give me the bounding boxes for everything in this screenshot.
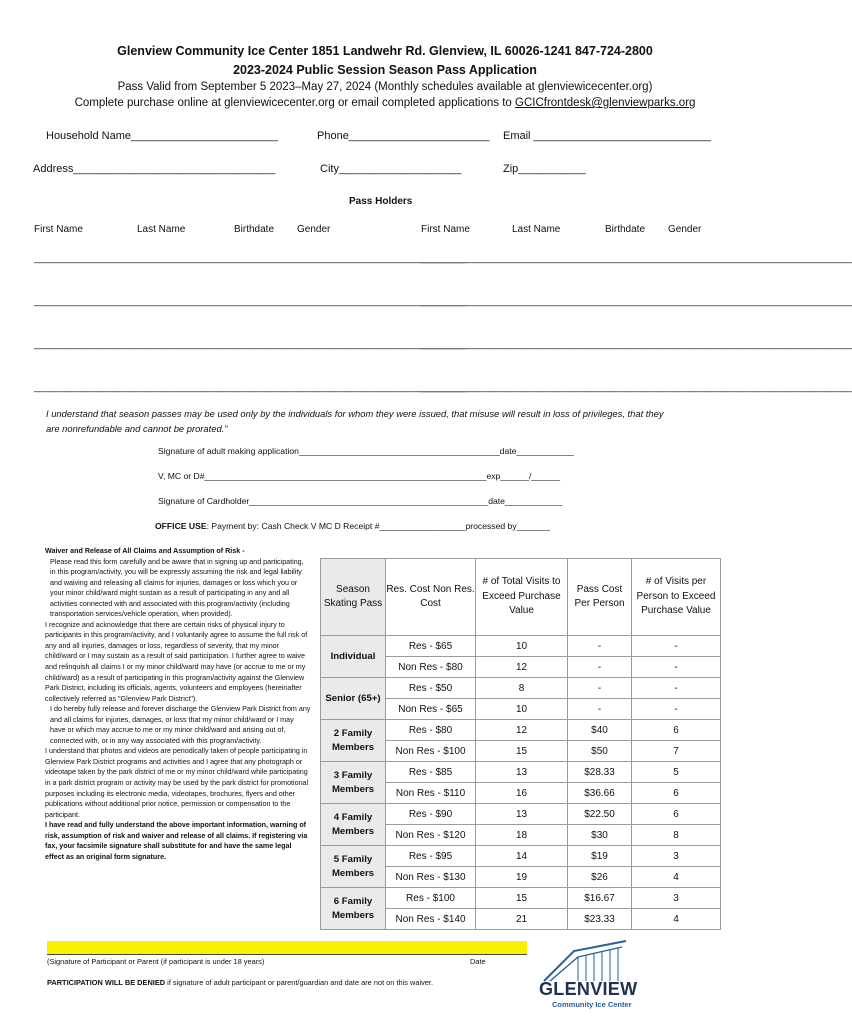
holder-line[interactable]: __________________________________________________________________________________ xyxy=(34,253,466,264)
per-person-cell: $16.67 xyxy=(568,888,632,909)
table-row xyxy=(321,888,721,909)
waiver-paragraph: I do hereby fully release and forever discharge the Glenview Park District from any and all claims for injuries, damages, or loss that my minor child/ward or I may have or which may accrue to me or my minor child/ward and arising out of, connected with, or in any way associated with this program/activity. xyxy=(50,705,311,745)
per-person-cell: $36.66 xyxy=(568,783,632,804)
per-visits-cell: - xyxy=(632,636,721,657)
logo-arch-icon xyxy=(530,935,640,985)
cost-cell: Non Res - $130 xyxy=(386,867,476,888)
visits-cell: 10 xyxy=(476,699,568,720)
table-header: Pass Cost Per Person xyxy=(568,559,632,636)
purchase-line xyxy=(0,97,770,109)
header-address: Glenview Community Ice Center 1851 Landwehr Rd. Glenview, IL 60026-1241 847-724-2800 xyxy=(117,44,653,58)
denied-bold: PARTICIPATION WILL BE DENIED xyxy=(47,978,166,987)
per-visits-cell: 6 xyxy=(632,804,721,825)
pass-type: 5 Family Members xyxy=(321,846,386,888)
pass-type: Senior (65+) xyxy=(321,678,386,720)
col-first-name: First Name xyxy=(34,224,83,235)
per-person-cell: $50 xyxy=(568,741,632,762)
email-field[interactable]: Email _____________________________ xyxy=(503,130,711,142)
table-row xyxy=(321,762,721,783)
cost-cell: Res - $90 xyxy=(386,804,476,825)
per-person-cell: $19 xyxy=(568,846,632,867)
price-table xyxy=(320,558,721,930)
table-row xyxy=(321,678,721,699)
table-row xyxy=(321,846,721,867)
pass-holders-title: Pass Holders xyxy=(349,196,413,207)
visits-cell: 15 xyxy=(476,888,568,909)
holder-line[interactable]: __________________________________________________________________________________ xyxy=(34,339,466,350)
card-number-line[interactable]: V, MC or D#___________________________________________________________exp______/______ xyxy=(158,471,561,481)
per-visits-cell: - xyxy=(632,657,721,678)
per-visits-cell: 6 xyxy=(632,720,721,741)
per-person-cell: $28.33 xyxy=(568,762,632,783)
visits-cell: 15 xyxy=(476,741,568,762)
per-visits-cell: - xyxy=(632,699,721,720)
per-person-cell: $26 xyxy=(568,867,632,888)
misuse-statement: I understand that season passes may be used only by the individuals for whom they were issued, that misuse will result in loss of privileges, that they are nonrefundable and cannot be prorated.” xyxy=(46,408,664,434)
per-person-cell: $23.33 xyxy=(568,909,632,930)
logo-subtitle: Community Ice Center xyxy=(552,1000,632,1009)
validity-line: Pass Valid from September 5 2023–May 27, 2024 (Monthly schedules available at glenviewicecenter.org) xyxy=(117,81,653,93)
phone-field[interactable]: Phone_______________________ xyxy=(317,130,490,142)
cost-cell: Non Res - $120 xyxy=(386,825,476,846)
per-visits-cell: 4 xyxy=(632,909,721,930)
page-title: 2023-2024 Public Session Season Pass Application xyxy=(233,63,537,77)
table-row xyxy=(321,720,721,741)
visits-cell: 10 xyxy=(476,636,568,657)
per-person-cell: - xyxy=(568,636,632,657)
waiver-paragraph: I recognize and acknowledge that there are certain risks of physical injury to participants in this program/activity, and I voluntarily agree to assume the full risk of any and all injuries, damages or loss, regardless of severity, that my minor child/ward or I may sustain as a result of said participation. I further agree to waive and relinquish all claims I or my minor child/ward may have (or accrue to me or my child/ward) as a result of participating in this program/activity against the Glenview Park District, including its officials, agents, volunteers and employees (hereinafter collectively referred as "Glenview Park District"). xyxy=(45,620,308,703)
pass-type: 6 Family Members xyxy=(321,888,386,930)
holder-line[interactable]: __________________________________________________________________________________ xyxy=(421,253,852,264)
city-field[interactable]: City____________________ xyxy=(320,163,462,175)
cost-cell: Res - $85 xyxy=(386,762,476,783)
per-visits-cell: 4 xyxy=(632,867,721,888)
participation-denied-notice xyxy=(47,978,433,987)
holder-line[interactable]: __________________________________________________________________________________ xyxy=(34,382,466,393)
pass-type: 2 Family Members xyxy=(321,720,386,762)
col-first-name-right: First Name xyxy=(421,224,470,235)
cost-cell: Non Res - $140 xyxy=(386,909,476,930)
col-last-name: Last Name xyxy=(137,224,186,235)
date-label: Date xyxy=(470,957,486,966)
cost-cell: Non Res - $100 xyxy=(386,741,476,762)
cost-cell: Non Res - $110 xyxy=(386,783,476,804)
visits-cell: 16 xyxy=(476,783,568,804)
holder-line[interactable]: __________________________________________________________________________________ xyxy=(421,382,852,393)
cost-cell: Non Res - $65 xyxy=(386,699,476,720)
office-use-text: : Payment by: Cash Check V MC D Receipt #__________________processed by_______ xyxy=(206,521,551,531)
purchase-text: Complete purchase online at glenviewicecenter.org or email completed applications to xyxy=(74,97,516,109)
table-header: Season Skating Pass xyxy=(321,559,386,636)
signature-highlight-line[interactable] xyxy=(47,941,527,955)
cost-cell: Res - $100 xyxy=(386,888,476,909)
cost-cell: Res - $95 xyxy=(386,846,476,867)
col-birthdate-right: Birthdate xyxy=(605,224,646,235)
logo-name: GLENVIEW xyxy=(539,979,638,999)
col-birthdate: Birthdate xyxy=(234,224,275,235)
table-header: # of Total Visits to Exceed Purchase Value xyxy=(476,559,568,636)
waiver-title: Waiver and Release of All Claims and Assumption of Risk - xyxy=(45,547,245,555)
cost-cell: Res - $50 xyxy=(386,678,476,699)
address-field[interactable]: Address_________________________________ xyxy=(33,163,276,175)
adult-signature-line[interactable]: Signature of adult making application__________________________________________date____________ xyxy=(158,446,574,456)
waiver-paragraph: Please read this form carefully and be aware that in signing up and participating, in this program/activity, you will be expressly assuming the risk and legal liability and waiving and releasing all claims for injuries, damages or loss which you or your minor child/ward might sustain as a result of participating in any and all activities connected with and associated with this program/activity (including transportation services/vehicle operation, when provided). xyxy=(50,557,304,619)
per-person-cell: $40 xyxy=(568,720,632,741)
table-header: # of Visits per Person to Exceed Purchase Value xyxy=(632,559,721,636)
visits-cell: 19 xyxy=(476,867,568,888)
cost-cell: Res - $65 xyxy=(386,636,476,657)
per-person-cell: - xyxy=(568,678,632,699)
per-person-cell: $22.50 xyxy=(568,804,632,825)
waiver-paragraph: I have read and fully understand the above important information, warning of risk, assumption of risk and waiver and release of all claims. If registering via fax, your facsimile signature shall substitute for and have the same legal effect as an original form signature. xyxy=(45,821,308,861)
pass-type: 3 Family Members xyxy=(321,762,386,804)
per-person-cell: $30 xyxy=(568,825,632,846)
glenview-logo xyxy=(530,935,640,1015)
col-gender: Gender xyxy=(297,224,331,235)
zip-field[interactable]: Zip___________ xyxy=(503,163,586,175)
visits-cell: 18 xyxy=(476,825,568,846)
per-visits-cell: 8 xyxy=(632,825,721,846)
visits-cell: 21 xyxy=(476,909,568,930)
holder-line[interactable]: __________________________________________________________________________________ xyxy=(34,296,466,307)
visits-cell: 13 xyxy=(476,762,568,783)
table-header: Res. Cost Non Res. Cost xyxy=(386,559,476,636)
per-visits-cell: 5 xyxy=(632,762,721,783)
visits-cell: 12 xyxy=(476,657,568,678)
office-use-label: OFFICE USE xyxy=(155,521,207,531)
table-row xyxy=(321,636,721,657)
visits-cell: 13 xyxy=(476,804,568,825)
visits-cell: 8 xyxy=(476,678,568,699)
cost-cell: Res - $80 xyxy=(386,720,476,741)
table-header-row xyxy=(321,559,721,636)
pass-type: 4 Family Members xyxy=(321,804,386,846)
visits-cell: 12 xyxy=(476,720,568,741)
per-visits-cell: - xyxy=(632,678,721,699)
denied-text: if signature of adult participant or parent/guardian and date are not on this waiver. xyxy=(165,978,433,987)
per-visits-cell: 3 xyxy=(632,888,721,909)
per-visits-cell: 3 xyxy=(632,846,721,867)
visits-cell: 14 xyxy=(476,846,568,867)
email-link[interactable]: GCICfrontdesk@glenviewparks.org xyxy=(515,97,696,109)
table-row xyxy=(321,804,721,825)
per-visits-cell: 6 xyxy=(632,783,721,804)
holder-line[interactable]: __________________________________________________________________________________ xyxy=(421,296,852,307)
cost-cell: Non Res - $80 xyxy=(386,657,476,678)
cardholder-signature-line[interactable]: Signature of Cardholder__________________________________________________date____________ xyxy=(158,496,563,506)
office-use-line xyxy=(155,521,550,531)
col-gender-right: Gender xyxy=(668,224,702,235)
col-last-name-right: Last Name xyxy=(512,224,561,235)
waiver-paragraph: I understand that photos and videos are periodically taken of people participating in Glenview Park District programs and activities and I agree that any photograph or videotape taken by the park district of me or my minor child/ward while participating in a park district program or activity may be used by the park district for promotional purposes including its electronic media, videotapes, brochures, flyers and other publications without additional prior notice, permission or compensation to the participant. xyxy=(45,747,309,819)
holder-line[interactable]: __________________________________________________________________________________ xyxy=(421,339,852,350)
waiver-text xyxy=(45,546,311,862)
pass-type: Individual xyxy=(321,636,386,678)
per-person-cell: - xyxy=(568,699,632,720)
per-visits-cell: 7 xyxy=(632,741,721,762)
household-name-field[interactable]: Household Name________________________ xyxy=(46,130,278,142)
participant-signature-label: (Signature of Participant or Parent (if participant is under 18 years) xyxy=(47,957,265,966)
per-person-cell: - xyxy=(568,657,632,678)
